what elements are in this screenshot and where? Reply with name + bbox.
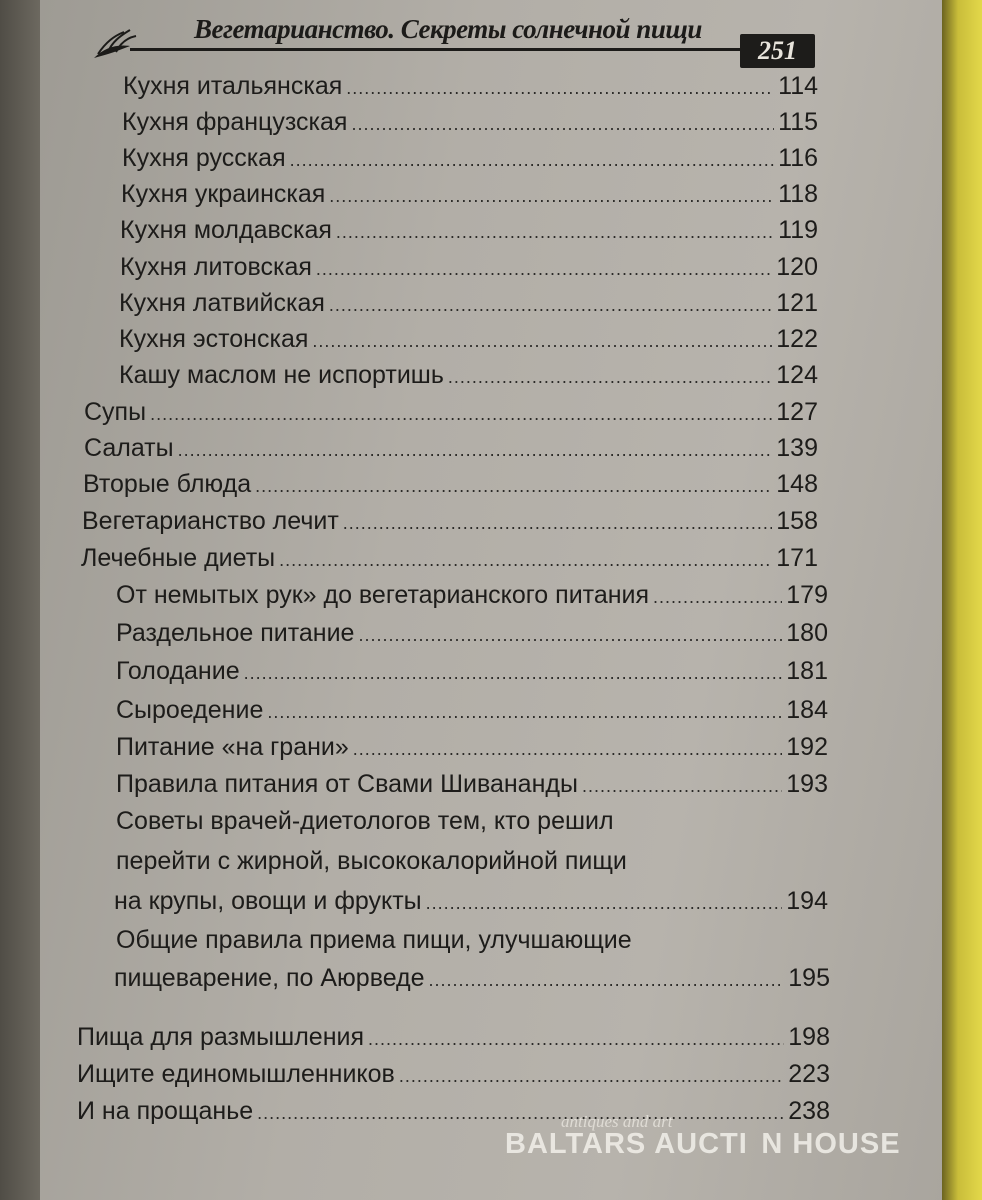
toc-entry-title: Кухня итальянская <box>123 72 343 100</box>
toc-entry-line: перейти с жирной, высококалорийной пищи <box>116 847 627 875</box>
toc-entry-page: 122 <box>776 325 818 353</box>
toc-entry-title: Питание «на грани» <box>116 733 349 761</box>
toc-entry-page: 139 <box>776 434 818 462</box>
toc-entry-page: 118 <box>778 180 818 208</box>
toc-entry-title: Кухня русская <box>122 144 286 172</box>
toc-entry-page: 116 <box>778 144 818 172</box>
toc-entry-page: 120 <box>776 253 818 281</box>
toc-entry-title: Салаты <box>84 434 174 462</box>
toc-entry-title: Голодание <box>116 657 240 685</box>
toc-leader <box>426 893 783 914</box>
toc-entry <box>83 470 818 499</box>
toc-entry <box>84 434 818 463</box>
toc-leader <box>316 259 772 280</box>
toc-entry <box>114 887 828 916</box>
toc-entry-page: 121 <box>776 289 818 317</box>
toc-entry-title: Сыроедение <box>116 696 264 724</box>
toc-entry <box>116 657 828 686</box>
toc-entry <box>116 770 828 799</box>
toc-leader <box>255 476 772 497</box>
toc-leader <box>279 550 772 571</box>
toc-entry-page: 198 <box>788 1023 830 1051</box>
toc-entry-page: 114 <box>778 72 818 100</box>
toc-entry <box>123 72 818 101</box>
toc-entry-page: 158 <box>776 507 818 535</box>
toc-entry <box>116 619 828 648</box>
toc-entry-title: Супы <box>84 398 147 426</box>
toc-entry <box>122 144 818 173</box>
toc-entry-page: 179 <box>786 581 828 609</box>
toc-leader <box>290 150 775 171</box>
toc-leader <box>429 970 785 991</box>
toc-entry-page: 148 <box>776 470 818 498</box>
toc-entry <box>116 733 828 762</box>
toc-entry-title: Кухня французская <box>122 108 348 136</box>
toc-entry-title: Кухня латвийская <box>119 289 325 317</box>
toc-leader <box>353 739 782 760</box>
toc-entry-title: Раздельное питание <box>116 619 355 647</box>
book-title: Вегетарианство. Секреты солнечной пищи <box>194 14 702 44</box>
toc-entry-title: От немытых рук» до вегетарианского питания <box>116 581 650 609</box>
watermark-title: BALTARS AUCTI N HOUSE <box>505 1128 901 1160</box>
toc-entry-title: И на прощанье <box>77 1097 254 1125</box>
toc-entry-page: 192 <box>786 733 828 761</box>
toc-leader <box>448 367 772 388</box>
toc-entry-line: Советы врачей-диетологов тем, кто решил <box>116 807 614 835</box>
toc-leader <box>150 404 772 425</box>
toc-entry <box>120 216 818 245</box>
toc-entry-page: 127 <box>776 398 818 426</box>
toc-entry-page: 195 <box>788 964 830 992</box>
toc-entry-title: Кухня молдавская <box>120 216 332 244</box>
toc-entry-title: Кухня литовская <box>120 253 312 281</box>
toc-entry <box>84 398 818 427</box>
toc-entry-title: Кашу маслом не испортишь <box>119 361 444 389</box>
toc-entry <box>122 108 818 137</box>
toc-leader <box>346 78 774 99</box>
toc-entry <box>114 964 830 993</box>
toc-entry-page: 223 <box>788 1060 830 1088</box>
toc-leader <box>653 587 782 608</box>
toc-entry-page: 124 <box>776 361 818 389</box>
toc-entry-title: на крупы, овощи и фрукты <box>114 887 422 915</box>
toc-entry-title: Кухня украинская <box>121 180 326 208</box>
toc-entry <box>77 1060 830 1089</box>
toc-entry-page: 119 <box>778 216 818 244</box>
toc-leader <box>582 776 782 797</box>
toc-leader <box>178 440 773 461</box>
toc-leader <box>329 186 774 207</box>
toc-entry <box>120 253 818 282</box>
toc-entry-page: 194 <box>786 887 828 915</box>
toc-entry-page: 184 <box>786 696 828 724</box>
toc-leader <box>368 1029 784 1050</box>
toc-entry <box>121 180 818 209</box>
toc-entry-page: 238 <box>788 1097 830 1125</box>
watermark-subtitle: antiques and art <box>561 1112 673 1131</box>
toc-entry <box>116 581 828 610</box>
toc-entry-title: Лечебные диеты <box>81 544 276 572</box>
toc-entry-title: Кухня эстонская <box>119 325 309 353</box>
toc-entry-title: Вегетарианство лечит <box>82 507 339 535</box>
toc-entry-page: 180 <box>786 619 828 647</box>
toc-entry-page: 181 <box>786 657 828 685</box>
toc-leader <box>351 114 774 135</box>
toc-entry-title: пищеварение, по Аюрведе <box>114 964 425 992</box>
toc-entry-page: 193 <box>786 770 828 798</box>
toc-leader <box>312 331 772 352</box>
toc-entry <box>116 696 828 725</box>
toc-entry-line: Общие правила приема пищи, улучшающие <box>116 926 632 954</box>
toc-entry <box>119 289 818 318</box>
toc-leader <box>358 625 782 646</box>
toc-entry-page: 115 <box>778 108 818 136</box>
toc-leader <box>399 1066 784 1087</box>
auction-watermark <box>505 1110 905 1180</box>
toc-entry-title: Пища для размышления <box>77 1023 365 1051</box>
toc-leader <box>343 513 773 534</box>
toc-entry <box>81 544 818 573</box>
toc-entry <box>77 1023 830 1052</box>
toc-leader <box>336 222 774 243</box>
toc-entry <box>82 507 818 536</box>
toc-entry-title: Ищите единомышленников <box>77 1060 395 1088</box>
toc-entry-page: 171 <box>776 544 818 572</box>
page-number: 251 <box>758 36 797 65</box>
toc-leader <box>329 295 772 316</box>
toc-entry-title: Правила питания от Свами Шивананды <box>116 770 578 798</box>
toc-entry-title: Вторые блюда <box>83 470 252 498</box>
toc-leader <box>267 702 782 723</box>
toc-entry <box>119 361 818 390</box>
toc-leader <box>244 663 783 684</box>
toc-entry <box>119 325 818 354</box>
